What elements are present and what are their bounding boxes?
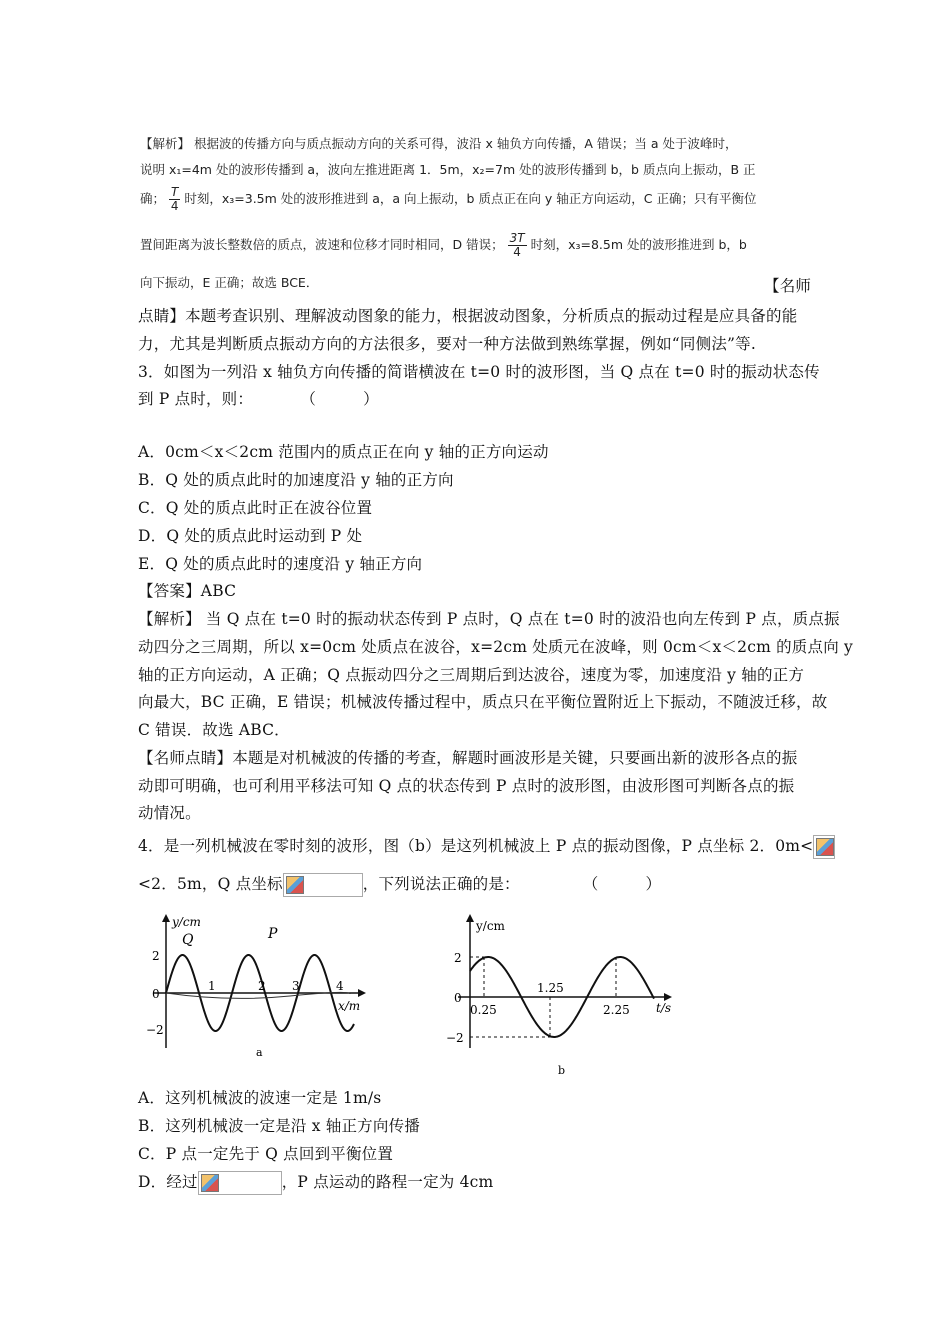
q4-option-d-pre: D．经过 [138,1173,198,1191]
figure-a-wave-graph [140,910,380,1060]
y-tick-2: 2 [454,951,462,965]
q4-option-a: A．这列机械波的波速一定是 1m/s [138,1089,382,1107]
figure-a-caption: a [256,1046,263,1059]
tip-line-1: 点睛】本题考查识别、理解波动图象的能力，根据波动图象，分析质点的振动过程是应具备的能 [138,307,798,325]
analysis-line-5: 向下振动，E 正确；故选 BCE． [140,275,319,290]
fraction-3t-over-4: $\frac{3T}{4}$ [509,231,525,259]
q4-stem-text-3: ，下列说法正确的是： （ ） [362,875,662,893]
label-p: P [268,926,278,942]
q4-stem-text-2: <2．5m，Q 点坐标 [138,875,283,893]
q3-option-b: B．Q 处的质点此时的加速度沿 y 轴的正方向 [138,471,454,489]
analysis-line-4-pre: 置间距离为波长整数倍的质点，波速和位移才同时相同，D 错误； [140,237,504,252]
q3-analysis-2: 动四分之三周期，所以 x=0cm 处质点在波谷，x=2cm 处质元在波峰，则 0cm＜x＜2cm 的质点向 y [138,638,853,656]
broken-image-icon [283,873,363,897]
y-tick-0: 0 [454,991,462,1005]
q3-option-e: E．Q 处的质点此时的速度沿 y 轴正方向 [138,555,423,573]
q4-option-c: C．P 点一定先于 Q 点回到平衡位置 [138,1145,394,1163]
y-tick-neg-2: −2 [446,1031,464,1045]
y-axis-label: y/cm [172,915,201,929]
y-axis-label: y/cm [476,919,505,933]
figure-b-vibration-graph [440,910,690,1080]
q4-option-d [138,1170,493,1195]
y-tick-0: 0 [152,987,160,1001]
label-q: Q [182,932,194,948]
q3-answer: 【答案】ABC [138,582,237,600]
x-axis-arrow [358,989,366,997]
y-axis-arrow [466,914,474,922]
q3-stem-line-1: 3．如图为一列沿 x 轴负方向传播的简谐横波在 t=0 时的波形图，当 Q 点在 t=0 时的振动状态传 [138,363,820,381]
analysis-line-1: 【解析】 根据波的传播方向与质点振动方向的关系可得，波沿 x 轴负方向传播，A 错误；当 a 处于波峰时， [140,136,738,151]
y-axis-arrow [162,914,170,922]
q3-tip-2: 动即可明确，也可利用平移法可知 Q 点的状态传到 P 点时的波形图，由波形图可判断各点的振 [138,777,795,795]
q3-option-a: A．0cm＜x＜2cm 范围内的质点正在向 y 轴的正方向运动 [138,443,549,461]
q3-analysis-1: 【解析】 当 Q 点在 t=0 时的振动状态传到 P 点时，Q 点在 t=0 时的波沿也向左传到 P 点，质点振 [138,610,840,628]
q3-tip-3: 动情况。 [138,804,201,822]
broken-image-icon [198,1171,282,1195]
t-tick-2-25: 2.25 [603,1003,630,1017]
q4-stem-line-2 [138,872,661,897]
x-tick-2: 2 [258,979,266,993]
analysis-line-3-pre: 确； [140,191,166,206]
q3-stem-line-2: 到 P 点时，则： （ ） [138,390,379,408]
analysis-line-3 [140,186,757,213]
t-axis-label: t/s [656,1001,672,1015]
q4-stem-text-1: 4．是一列机械波在零时刻的波形，图（b）是这列机械波上 P 点的振动图像，P 点坐标 2．0m< [138,837,814,855]
q3-tip-1: 【名师点睛】本题是对机械波的传播的考查，解题时画波形是关键，只要画出新的波形各点的振 [138,749,798,767]
analysis-line-4 [140,232,747,259]
y-tick-2: 2 [152,949,160,963]
q4-option-d-post: ，P 点运动的路程一定为 4cm [281,1173,494,1191]
fraction-t-over-4: $\frac{T}{4}$ [170,185,179,213]
q3-analysis-5: C 错误．故选 ABC． [138,721,290,739]
q4-stem-line-1 [138,834,835,859]
q4-option-b: B．这列机械波一定是沿 x 轴正方向传播 [138,1117,420,1135]
q3-analysis-4: 向最大，BC 正确，E 错误；机械波传播过程中，质点只在平衡位置附近上下振动，不随波迁移，故 [138,693,828,711]
figure-b-caption: b [558,1064,566,1077]
analysis-line-2: 说明 x₁=4m 处的波形传播到 a，波向左推进距离 1．5m，x₂=7m 处的波形传播到 b，b 质点向上振动，B 正 [140,162,756,177]
tip-heading-fragment: 【名师 [764,277,812,295]
tip-line-2: 力，尤其是判断质点振动方向的方法很多，要对一种方法做到熟练掌握，例如“同侧法”等. [138,335,756,353]
y-tick-neg-2: −2 [146,1023,164,1037]
x-tick-1: 1 [208,979,216,993]
t-tick-0-25: 0.25 [470,1003,497,1017]
q3-option-d: D．Q 处的质点此时运动到 P 处 [138,527,363,545]
q3-analysis-3: 轴的正方向运动，A 正确；Q 点振动四分之三周期后到达波谷，速度为零，加速度沿 y 轴的正方 [138,666,805,684]
t-tick-1-25: 1.25 [537,981,564,995]
q3-option-c: C．Q 处的质点此时正在波谷位置 [138,499,373,517]
t-axis-arrow [664,993,672,1001]
analysis-line-3-post: 时刻，x₃=3.5m 处的波形推进到 a，a 向上振动，b 质点正在向 y 轴正方向运动，C 正确；只有平衡位 [184,191,757,206]
analysis-line-4-post: 时刻，x₃=8.5m 处的波形推进到 b，b [530,237,747,252]
x-axis-label: x/m [338,999,361,1013]
x-tick-4: 4 [336,979,344,993]
x-tick-3: 3 [292,979,300,993]
broken-image-icon [813,835,835,859]
